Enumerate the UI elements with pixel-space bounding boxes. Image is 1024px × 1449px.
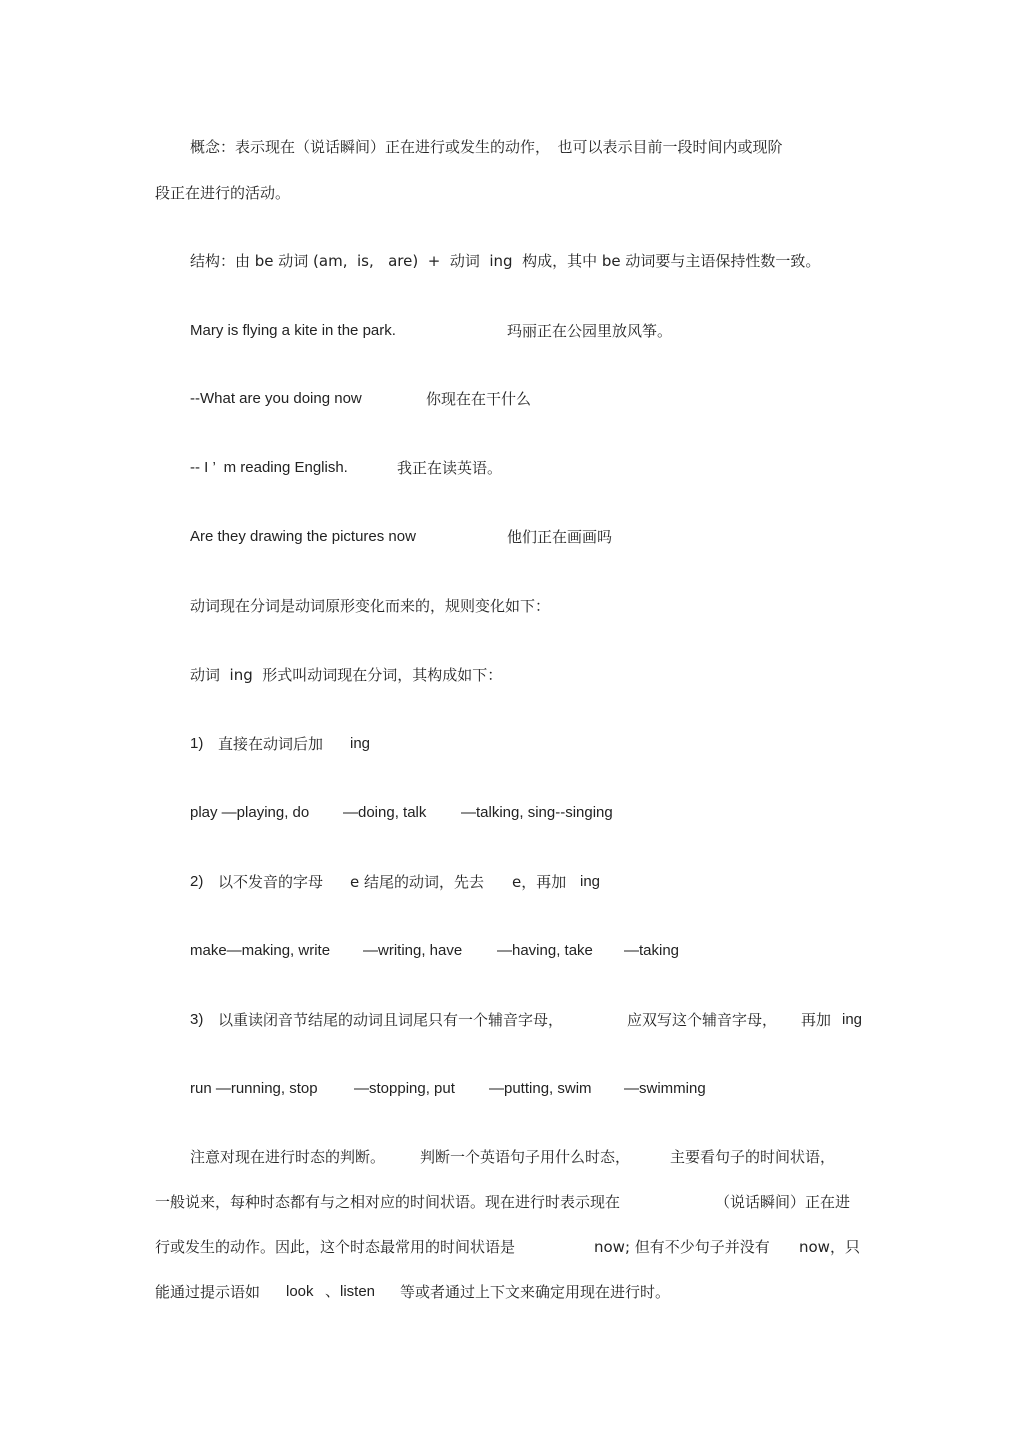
- rule-3-number: 3): [190, 1011, 204, 1028]
- note-text: 行或发生的动作。因此，这个时态最常用的时间状语是: [155, 1238, 516, 1256]
- example-4: [190, 527, 890, 607]
- rule-1-suffix: ing: [350, 735, 371, 752]
- structure-line: 结构：由 be 动词 (am, is, are) + 动词 ing 构成，其中 be 动词要与主语保持性数一致。: [190, 252, 821, 270]
- example-4-en: Are they drawing the pictures now: [190, 528, 416, 545]
- rule-3-example: run —running, stop: [190, 1080, 318, 1097]
- rule-2-example: —writing, have: [363, 942, 463, 959]
- rule-3-text2: 应双写这个辅音字母，: [627, 1011, 778, 1029]
- rule-3-text: 以重读闭音节结尾的动词且词尾只有一个辅音字母，: [218, 1011, 564, 1029]
- rule-2-letter: e 结尾的动词，先去: [350, 873, 484, 891]
- note-text: 等或者通过上下文来确定用现在进行时。: [400, 1283, 671, 1301]
- note-text: 一般说来，每种时态都有与之相对应的时间状语。现在进行时表示现在: [155, 1193, 621, 1211]
- example-1-en: Mary is flying a kite in the park.: [190, 322, 396, 339]
- concept-line-1: 概念：表示现在（说话瞬间）正在进行或发生的动作， 也可以表示目前一段时间内或现阶: [190, 138, 783, 156]
- rule-2-text: 以不发音的字母: [218, 873, 324, 891]
- rule-1-example: play —playing, do: [190, 804, 310, 821]
- rule-2-number: 2): [190, 873, 204, 890]
- note-text: 主要看句子的时间状语，: [670, 1148, 836, 1166]
- rule-3-example: —stopping, put: [354, 1080, 455, 1097]
- note-text: now，只: [799, 1238, 860, 1256]
- rule-3-suffix: ing: [842, 1011, 863, 1028]
- rule-2-example: make—making, write: [190, 942, 331, 959]
- note-keyword: look: [286, 1283, 314, 1300]
- rule-2-example: —having, take: [497, 942, 593, 959]
- example-1-zh: 玛丽正在公园里放风筝。: [507, 322, 673, 340]
- rule-1-number: 1): [190, 735, 204, 752]
- rule-3-text3: 再加: [801, 1011, 832, 1029]
- example-2-en: --What are you doing now: [190, 390, 362, 407]
- rule-3-example: —swimming: [624, 1080, 706, 1097]
- participle-intro: 动词现在分词是动词原形变化而来的，规则变化如下：: [190, 597, 551, 615]
- note-text: now; 但有不少句子并没有: [594, 1238, 770, 1256]
- example-3-zh: 我正在读英语。: [397, 459, 503, 477]
- note-line-4: [155, 1282, 895, 1402]
- rule-3-example: —putting, swim: [489, 1080, 592, 1097]
- note-text: 能通过提示语如: [155, 1283, 261, 1301]
- concept-line-2: 段正在进行的活动。: [155, 184, 291, 202]
- example-3-en: -- I ’ m reading English.: [190, 459, 348, 476]
- rule-2-letter2: e，再加: [512, 873, 567, 891]
- rule-2-example: —taking: [624, 942, 680, 959]
- rule-1-example: —talking, sing--singing: [461, 804, 613, 821]
- example-2-zh: 你现在在干什么: [426, 390, 532, 408]
- participle-form: 动词 ing 形式叫动词现在分词，其构成如下：: [190, 666, 503, 684]
- note-text: 判断一个英语句子用什么时态，: [420, 1148, 631, 1166]
- rule-1-text: 直接在动词后加: [218, 735, 324, 753]
- example-2: [190, 389, 890, 469]
- note-text: （说话瞬间）正在进: [715, 1193, 851, 1211]
- note-keyword: 、listen: [325, 1283, 376, 1300]
- note-text: 注意对现在进行时态的判断。: [190, 1148, 386, 1166]
- example-4-zh: 他们正在画画吗: [507, 528, 613, 546]
- rule-1-example: —doing, talk: [343, 804, 427, 821]
- example-3: [190, 458, 890, 538]
- rule-2-suffix: ing: [580, 873, 601, 890]
